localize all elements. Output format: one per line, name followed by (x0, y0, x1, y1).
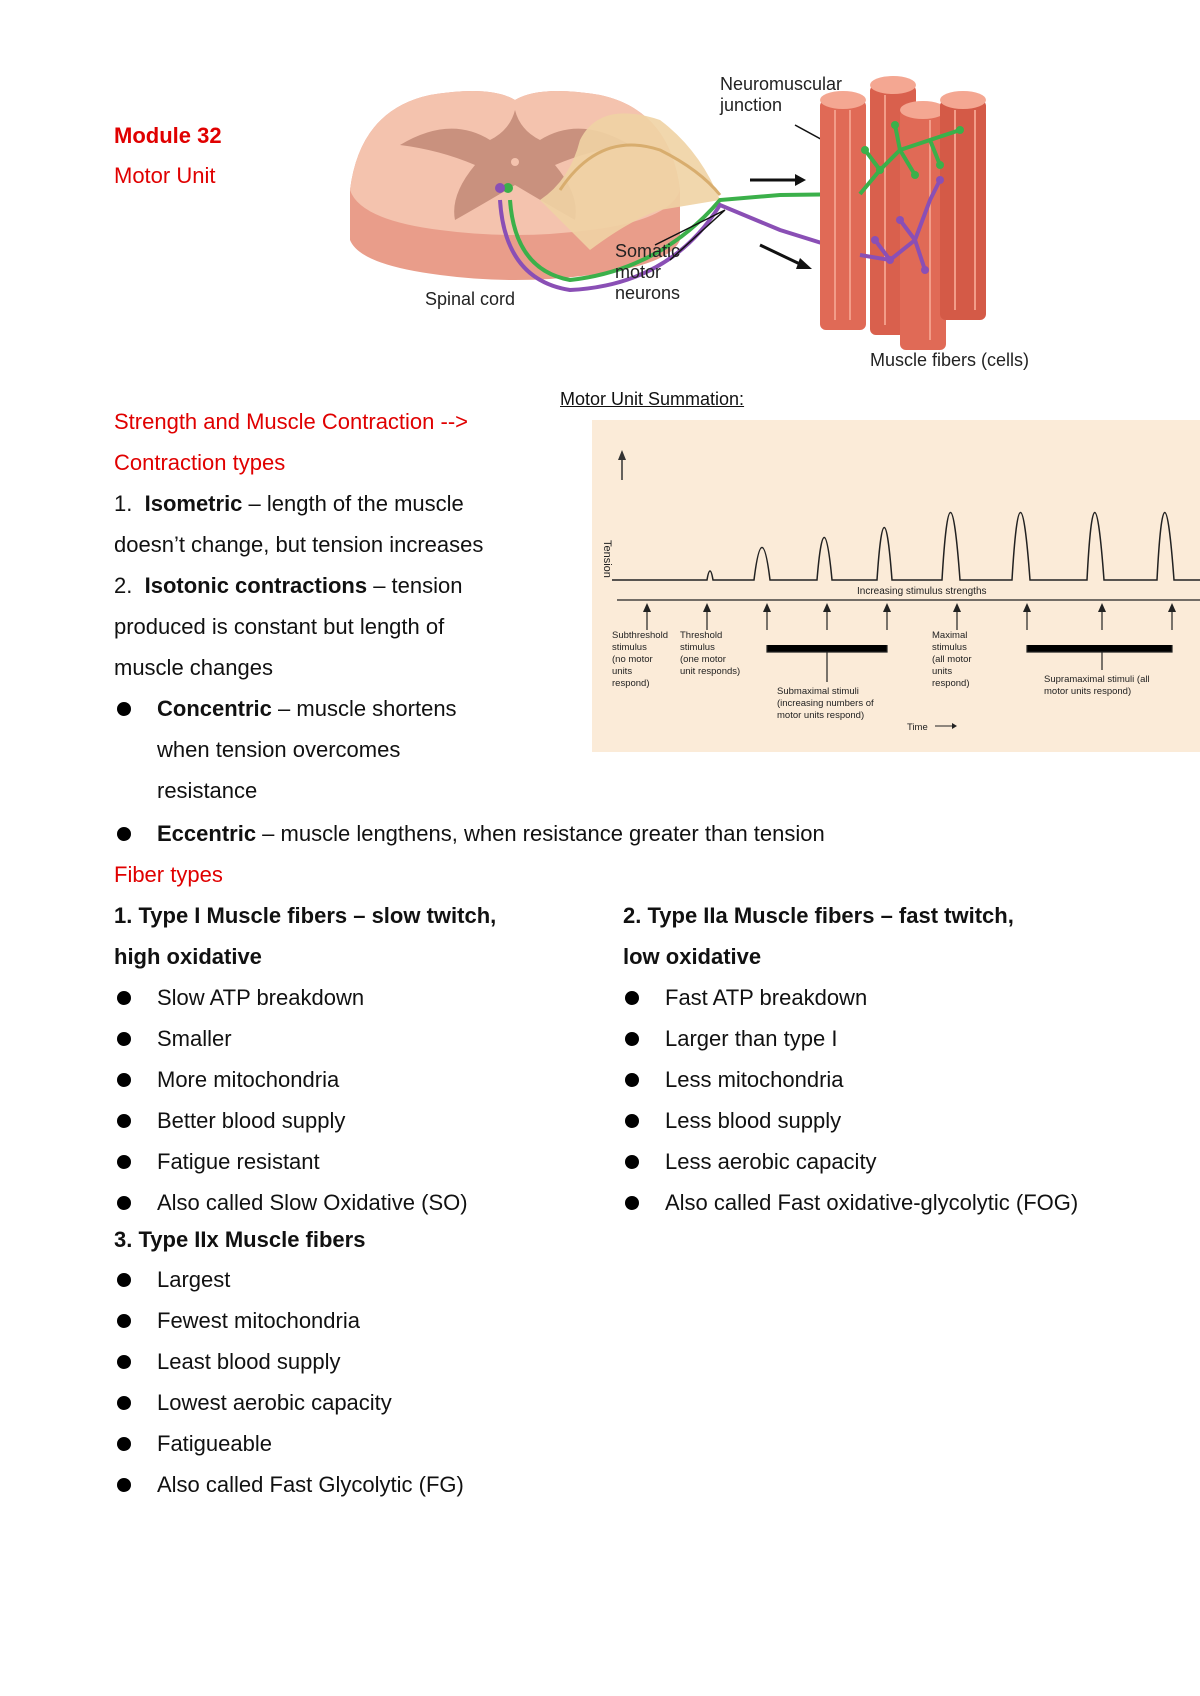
label-subthreshold-1: Subthreshold (612, 630, 668, 641)
concentric-line-1: Concentric – muscle shortens (157, 696, 457, 721)
label-maximal-3: (all motor (932, 654, 972, 665)
list-item: Better blood supply (157, 1108, 346, 1133)
label-neurons: neurons (615, 283, 681, 303)
label-neuromuscular: Neuromuscular (720, 74, 843, 94)
label-subthreshold-2: stimulus (612, 642, 647, 653)
list-item: Less blood supply (665, 1108, 842, 1133)
motor-unit-diagram (340, 70, 1060, 380)
type1-subtitle: high oxidative (114, 944, 262, 969)
muscle-fibers-illustration (820, 76, 986, 350)
label-submaximal-1: Submaximal stimuli (777, 686, 859, 697)
bullet-icon (117, 991, 131, 1005)
label-threshold-3: (one motor (680, 654, 726, 665)
module-topic: Motor Unit (114, 163, 216, 188)
isotonic-line-2: produced is constant but length of (114, 614, 445, 639)
bullet-icon (625, 1073, 639, 1087)
label-increasing: Increasing stimulus strengths (857, 586, 987, 597)
isometric-line-1: 1. Isometric – length of the muscle (114, 491, 464, 516)
bullet-icon (117, 1478, 131, 1492)
label-motor: motor (615, 262, 662, 282)
concentric-line-2: when tension overcomes (157, 737, 401, 762)
bullet-icon (625, 1155, 639, 1169)
fiber-types-heading: Fiber types (114, 862, 223, 887)
isometric-line-2: doesn’t change, but tension increases (114, 532, 484, 557)
type2a-subtitle: low oxidative (623, 944, 762, 969)
type2x-title: 3. Type IIx Muscle fibers (114, 1227, 366, 1252)
list-item: Also called Fast Glycolytic (FG) (157, 1472, 464, 1497)
axis-label-tension: Tension (601, 540, 613, 578)
list-item: Fatigue resistant (157, 1149, 320, 1174)
list-item: Larger than type I (665, 1026, 838, 1051)
isotonic-line-1: 2. Isotonic contractions – tension (114, 573, 463, 598)
summation-chart (592, 420, 1200, 752)
eccentric-line: Eccentric – muscle lengthens, when resistance greater than tension (157, 821, 825, 846)
bullet-icon (117, 1032, 131, 1046)
label-supramaximal-1: Supramaximal stimuli (all (1044, 674, 1150, 685)
bullet-icon (117, 1273, 131, 1287)
list-item: Lowest aerobic capacity (157, 1390, 392, 1415)
contraction-types-heading: Contraction types (114, 450, 286, 475)
list-item: Smaller (157, 1026, 232, 1051)
label-muscle-fibers: Muscle fibers (cells) (870, 350, 1030, 370)
isotonic-line-3: muscle changes (114, 655, 273, 680)
type2a-title: 2. Type IIa Muscle fibers – fast twitch, (623, 903, 1014, 928)
label-subthreshold-5: respond) (612, 678, 650, 689)
list-item: Least blood supply (157, 1349, 341, 1374)
list-item: Slow ATP breakdown (157, 985, 365, 1010)
label-maximal-4: units (932, 666, 953, 677)
bullet-icon (117, 1114, 131, 1128)
type1-title: 1. Type I Muscle fibers – slow twitch, (114, 903, 497, 928)
label-subthreshold-4: units (612, 666, 633, 677)
label-junction: junction (720, 95, 783, 115)
bullet-icon (117, 1396, 131, 1410)
bullet-icon (117, 1196, 131, 1210)
label-supramaximal-2: motor units respond) (1044, 686, 1132, 697)
bullet-icon (625, 991, 639, 1005)
list-item: Also called Slow Oxidative (SO) (157, 1190, 468, 1215)
bullet-icon (117, 1073, 131, 1087)
label-spinal-cord: Spinal cord (425, 289, 516, 309)
label-maximal-1: Maximal (932, 630, 968, 641)
module-title: Module 32 (114, 123, 222, 148)
list-item: Fast ATP breakdown (665, 985, 868, 1010)
list-item: Fatigueable (157, 1431, 272, 1456)
bullet-icon (117, 1314, 131, 1328)
bullet-icon (117, 1355, 131, 1369)
bullet-icon (117, 1155, 131, 1169)
label-threshold-2: stimulus (680, 642, 715, 653)
strength-heading: Strength and Muscle Contraction --> (114, 409, 469, 434)
label-subthreshold-3: (no motor (612, 654, 653, 665)
label-submaximal-3: motor units respond) (777, 710, 865, 721)
bullet-icon (625, 1114, 639, 1128)
bullet-icon (117, 702, 131, 716)
bullet-icon (117, 1437, 131, 1451)
label-threshold-4: unit responds) (680, 666, 741, 677)
label-somatic: Somatic (615, 241, 681, 261)
list-item: Fewest mitochondria (157, 1308, 360, 1333)
bullet-icon (625, 1032, 639, 1046)
concentric-line-3: resistance (157, 778, 258, 803)
label-threshold-1: Threshold (680, 630, 723, 641)
summation-title: Motor Unit Summation: (560, 389, 745, 409)
label-submaximal-2: (increasing numbers of (777, 698, 874, 709)
list-item: Less aerobic capacity (665, 1149, 877, 1174)
list-item: More mitochondria (157, 1067, 340, 1092)
bullet-icon (625, 1196, 639, 1210)
label-time: Time (907, 722, 928, 733)
list-item: Less mitochondria (665, 1067, 844, 1092)
bullet-icon (117, 827, 131, 841)
label-maximal-2: stimulus (932, 642, 967, 653)
label-maximal-5: respond) (932, 678, 970, 689)
list-item: Largest (157, 1267, 231, 1292)
list-item: Also called Fast oxidative-glycolytic (FOG) (665, 1190, 1079, 1215)
